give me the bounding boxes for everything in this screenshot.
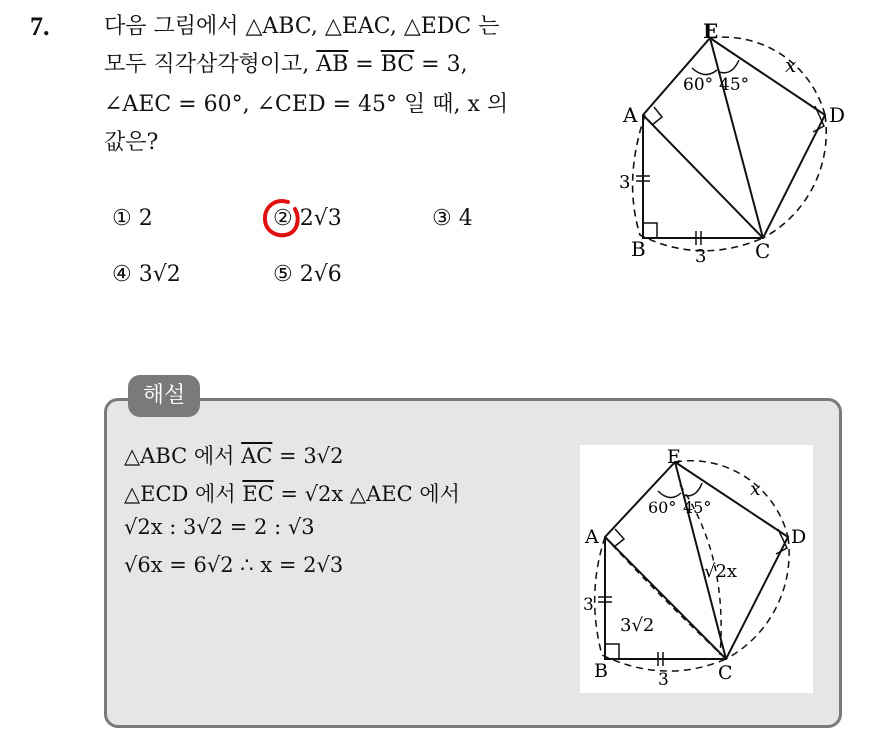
question-line-3: ∠AEC = 60°, ∠CED = 45° 일 때, x 의 xyxy=(104,92,509,117)
solution-line-3: √2x : 3√2 = 2 : √3 xyxy=(124,515,315,539)
segment-ac: $\overline{AC}$ xyxy=(241,444,273,468)
label-c: C xyxy=(755,239,771,263)
label-x: x xyxy=(785,53,797,77)
label-a: A xyxy=(623,103,638,127)
question-line-2-post: = 3, xyxy=(414,52,468,77)
choice-3: ③ 4 xyxy=(432,206,473,231)
solution-tag: 해설 xyxy=(128,375,200,417)
choice-2: ② 2√3 xyxy=(273,206,342,231)
question-line-2 xyxy=(104,52,468,78)
sol-label-b: B xyxy=(594,660,608,682)
question-figure xyxy=(605,20,855,270)
label-b: B xyxy=(631,237,646,261)
choice-5: ⑤ 2√6 xyxy=(273,262,342,287)
sol-label-three-bottom: 3 xyxy=(658,670,669,690)
label-three-left: 3 xyxy=(619,172,631,193)
segment-ec: $\overline{EC}$ xyxy=(242,482,274,506)
choice-4: ④ 3√2 xyxy=(112,262,181,287)
label-e: E xyxy=(703,20,719,43)
answer-circle-mark xyxy=(258,196,306,242)
sol-label-angle-45: 45° xyxy=(683,498,712,517)
label-three-bottom: 3 xyxy=(695,246,707,267)
choice-1: ① 2 xyxy=(112,206,153,231)
label-angle-60: 60° xyxy=(683,75,714,95)
solution-line-1: △ABC 에서 $\overline{AC} = 3√2$ xyxy=(124,444,344,468)
label-d: D xyxy=(829,103,846,127)
segment-bc: $\overline{BC}$ xyxy=(380,52,415,77)
sol-label-d: D xyxy=(791,526,807,548)
equals-sign: = xyxy=(348,52,381,77)
question-line-4: 값은? xyxy=(104,130,159,155)
sol-label-three-sqrt2: 3√2 xyxy=(620,615,655,636)
sol-label-x: x xyxy=(750,478,761,500)
question-line-1: 다음 그림에서 △ABC, △EAC, △EDC 는 xyxy=(104,14,500,39)
sol-label-sqrt2x: √2x xyxy=(704,561,738,582)
segment-ab: $\overline{AB}$ xyxy=(316,52,349,77)
sol-label-a: A xyxy=(585,526,599,548)
question-number: 7. xyxy=(30,12,50,41)
label-angle-45: 45° xyxy=(719,75,750,95)
sol-label-c: C xyxy=(718,662,733,684)
sol-label-three-left: 3 xyxy=(583,595,594,615)
sol-label-angle-60: 60° xyxy=(648,498,677,517)
question-line-2-pre: 모두 직각삼각형이고, xyxy=(104,52,317,77)
solution-figure xyxy=(580,445,813,693)
solution-line-2: △ECD 에서 $\overline{EC} = √2x$ △AEC 에서 xyxy=(124,482,460,506)
solution-line-4: √6x = 6√2 ∴ x = 2√3 xyxy=(124,553,344,577)
sol-label-e: E xyxy=(667,446,681,468)
